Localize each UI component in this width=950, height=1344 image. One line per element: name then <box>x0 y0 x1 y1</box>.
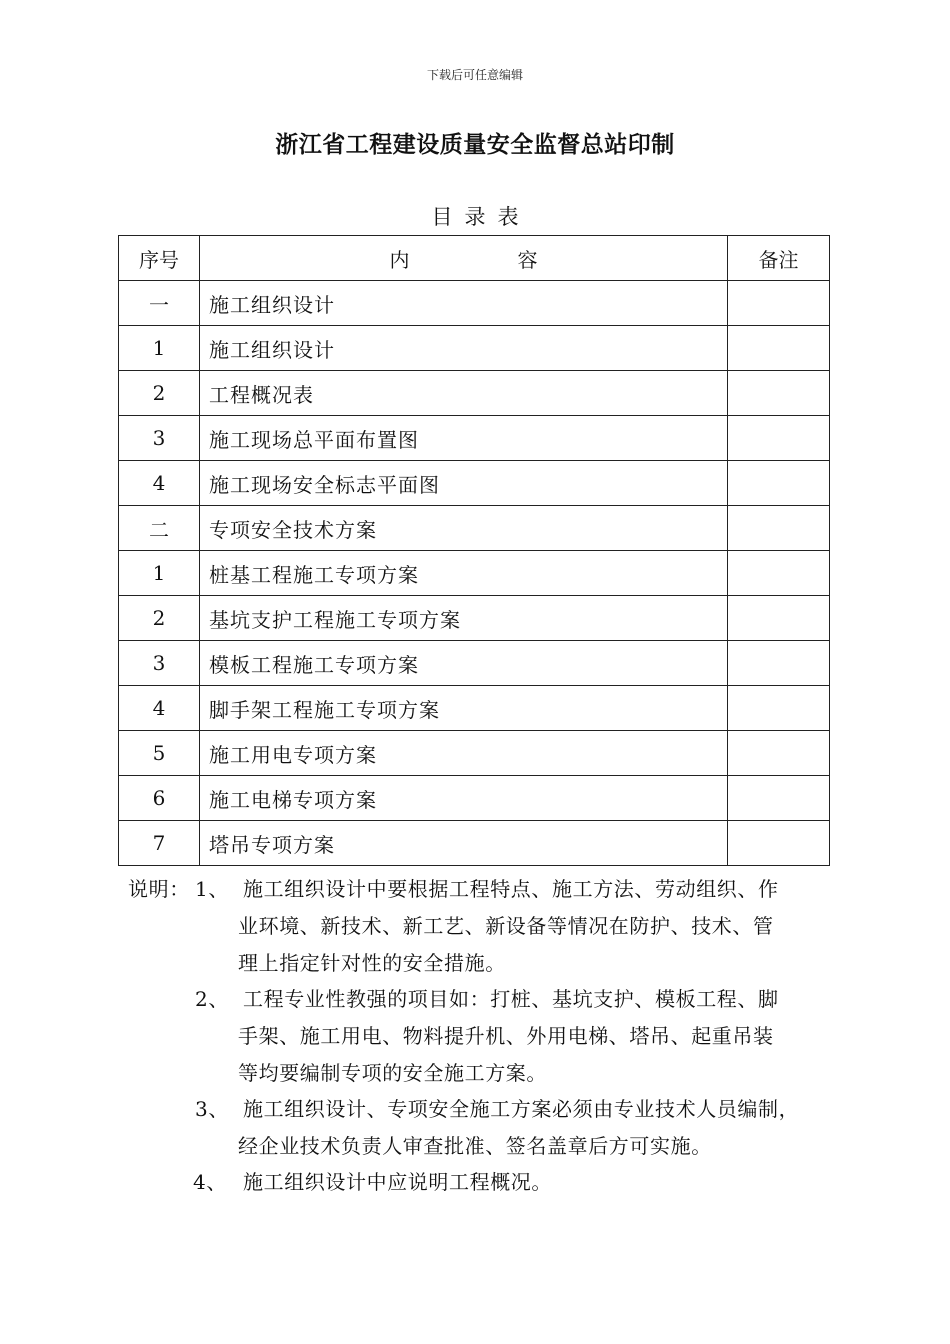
row-content: 工程概况表 <box>200 371 728 416</box>
table-row <box>119 596 830 641</box>
row-content: 施工现场安全标志平面图 <box>200 461 728 506</box>
note-marker: 1、 <box>195 877 229 901</box>
row-serial-number: 4 <box>119 461 200 506</box>
row-remarks <box>728 551 830 596</box>
note-text-line: 手架、施工用电、物料提升机、外用电梯、塔吊、起重吊装 <box>238 1024 774 1048</box>
header-content-char-1: 内 <box>389 247 410 272</box>
header-serial-number: 序号 <box>119 236 200 281</box>
row-serial-number: 7 <box>119 821 200 866</box>
row-remarks <box>728 821 830 866</box>
table-row <box>119 731 830 776</box>
row-content: 桩基工程施工专项方案 <box>200 551 728 596</box>
toc-table <box>118 235 830 866</box>
note-marker: 2、 <box>195 987 229 1011</box>
row-serial-number: 1 <box>119 551 200 596</box>
table-row <box>119 371 830 416</box>
note-marker: 4、 <box>193 1170 227 1194</box>
row-content: 塔吊专项方案 <box>200 821 728 866</box>
row-remarks <box>728 506 830 551</box>
table-row <box>119 776 830 821</box>
header-content <box>200 236 728 281</box>
toc-title: 目录表 <box>431 205 531 229</box>
row-content: 基坑支护工程施工专项方案 <box>200 596 728 641</box>
notes-label: 说明： <box>128 877 190 901</box>
table-row <box>119 326 830 371</box>
row-remarks <box>728 371 830 416</box>
page-header-note: 下载后可任意编辑 <box>426 68 523 82</box>
row-content: 施工现场总平面布置图 <box>200 416 728 461</box>
row-content: 施工组织设计 <box>200 281 728 326</box>
note-text-line: 施工组织设计中应说明工程概况。 <box>243 1170 552 1194</box>
row-content: 施工组织设计 <box>200 326 728 371</box>
row-serial-number: 2 <box>119 371 200 416</box>
note-text-line: 理上指定针对性的安全措施。 <box>238 951 506 975</box>
row-remarks <box>728 731 830 776</box>
table-row <box>119 506 830 551</box>
row-remarks <box>728 596 830 641</box>
table-row <box>119 821 830 866</box>
table-row <box>119 281 830 326</box>
toc-header-row <box>119 236 830 281</box>
row-content: 脚手架工程施工专项方案 <box>200 686 728 731</box>
row-remarks <box>728 416 830 461</box>
toc-body <box>119 281 830 866</box>
row-remarks <box>728 281 830 326</box>
row-serial-number: 二 <box>119 506 200 551</box>
table-row <box>119 416 830 461</box>
document-title: 浙江省工程建设质量安全监督总站印制 <box>275 131 675 158</box>
row-remarks <box>728 686 830 731</box>
row-content: 施工用电专项方案 <box>200 731 728 776</box>
row-remarks <box>728 776 830 821</box>
note-text-line: 施工组织设计中要根据工程特点、施工方法、劳动组织、作 <box>243 877 779 901</box>
header-remarks: 备注 <box>728 236 830 281</box>
row-serial-number: 5 <box>119 731 200 776</box>
row-serial-number: 一 <box>119 281 200 326</box>
table-row <box>119 461 830 506</box>
note-text-line: 业环境、新技术、新工艺、新设备等情况在防护、技术、管 <box>238 914 774 938</box>
header-content-char-2: 容 <box>517 247 538 272</box>
table-row <box>119 686 830 731</box>
note-marker: 3、 <box>195 1097 229 1121</box>
row-content: 模板工程施工专项方案 <box>200 641 728 686</box>
note-text-line: 施工组织设计、专项安全施工方案必须由专业技术人员编制， <box>243 1097 800 1121</box>
row-serial-number: 6 <box>119 776 200 821</box>
row-remarks <box>728 641 830 686</box>
note-text-line: 等均要编制专项的安全施工方案。 <box>238 1061 547 1085</box>
row-content: 施工电梯专项方案 <box>200 776 728 821</box>
row-serial-number: 1 <box>119 326 200 371</box>
row-serial-number: 3 <box>119 416 200 461</box>
note-text-line: 工程专业性教强的项目如：打桩、基坑支护、模板工程、脚 <box>243 987 779 1011</box>
table-row <box>119 641 830 686</box>
row-serial-number: 4 <box>119 686 200 731</box>
row-remarks <box>728 326 830 371</box>
row-serial-number: 2 <box>119 596 200 641</box>
note-text-line: 经企业技术负责人审查批准、签名盖章后方可实施。 <box>238 1134 712 1158</box>
row-content: 专项安全技术方案 <box>200 506 728 551</box>
table-row <box>119 551 830 596</box>
row-serial-number: 3 <box>119 641 200 686</box>
row-remarks <box>728 461 830 506</box>
